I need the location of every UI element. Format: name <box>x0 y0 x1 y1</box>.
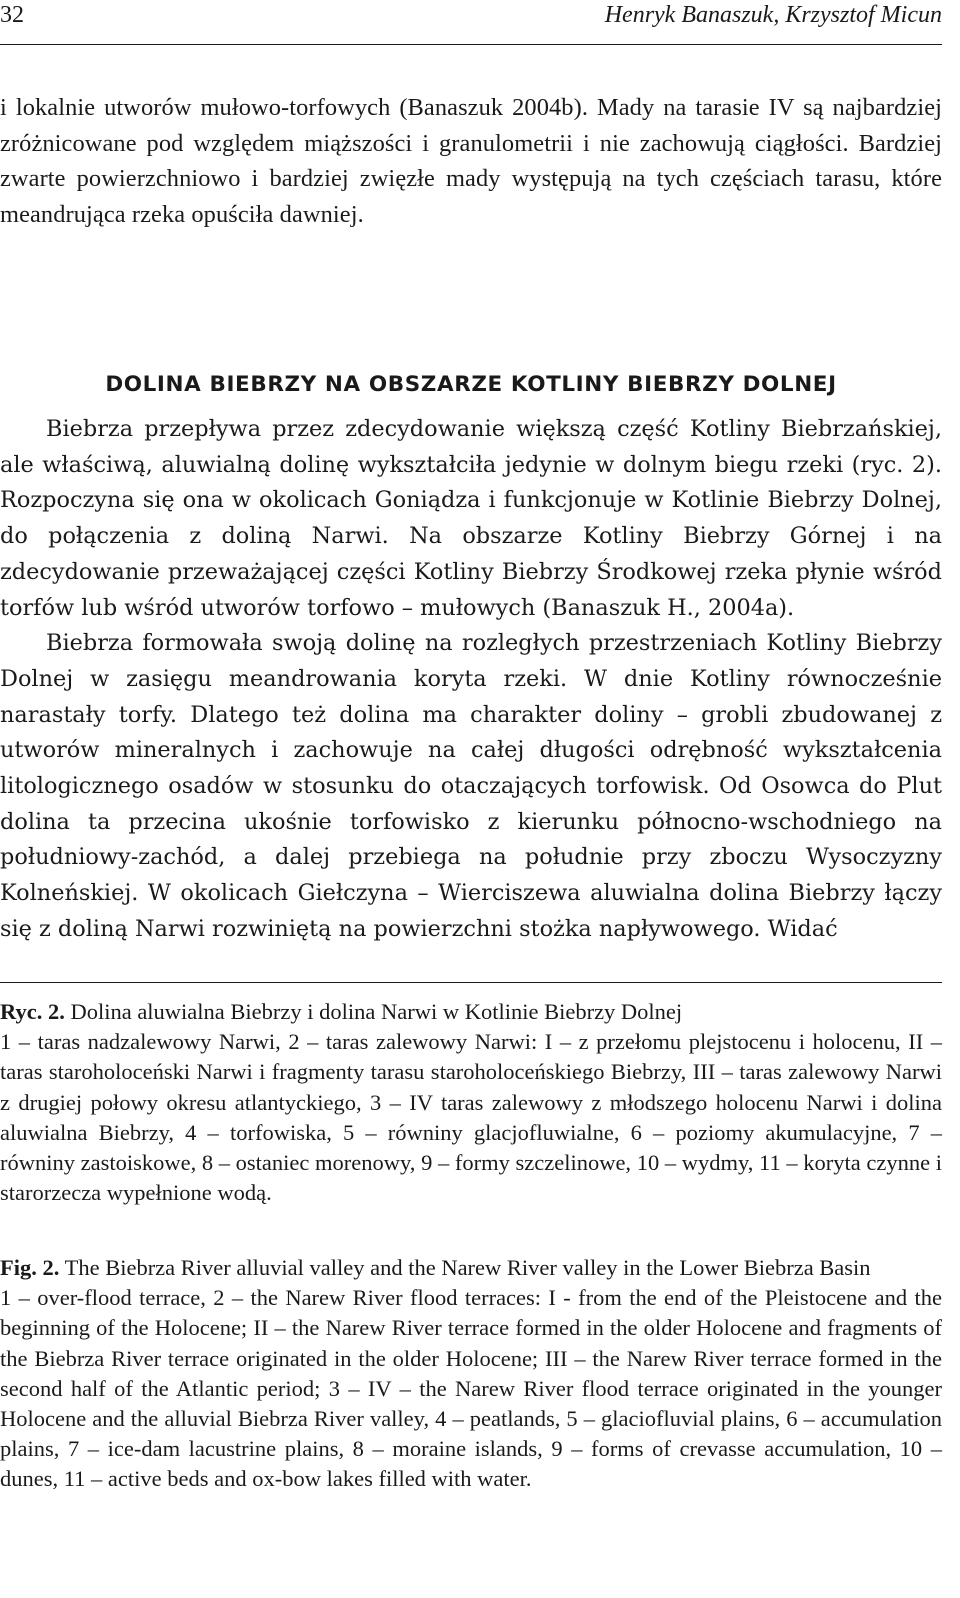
body-paragraph-continued: i lokalnie utworów mułowo-torfowych (Banaszuk 2004b). Mady na tarasie IV są najbardziej zróżnicowane pod względem miąższości i granulometrii i nie zachowują ciągłości. Bardziej zwarte powierzchniowo i bardziej zwięzłe mady występują na tych częściach tarasu, które meandrująca rzeka opuściła dawniej. <box>0 94 942 228</box>
figure-caption-polish <box>0 997 942 1208</box>
caption-rule <box>0 982 942 983</box>
body-paragraph-part-1: Biebrza przepływa przez zdecydowanie większą część Kotliny Biebrzańskiej, ale właściwą, aluwialną dolinę wykształciła jedynie w dolnym biegu rzeki (ryc. 2). Rozpoczyna się ona w okolicach Goniądza i funkcjonuje w Kotlinie Biebrzy Dolnej, do połączenia z doliną Narwi. Na obszarze Kotliny Biebrzy Górnej i na zdecydowanie przeważającej części Kotliny Biebrzy Środkowej rzeka płynie wśród torfów lub wśród utworów torfowo – mułowych (Banaszuk H., 2004a). <box>0 416 942 621</box>
header-rule <box>0 44 942 45</box>
figure-label-english: Fig. 2. <box>0 1255 60 1280</box>
running-header <box>0 0 942 46</box>
figure-legend-polish: 1 – taras nadzalewowy Narwi, 2 – taras zalewowy Narwi: I – z przełomu plejstocenu i holocenu, II – taras staroholoceński Narwi i fragmenty tarasu staroholoceńskiego Biebrzy, III – taras zalewowy Narwi z drugiej połowy okresu atlantyckiego, 3 – IV taras zalewowy z młodszego holocenu Narwi i dolina aluwialna Biebrzy, 4 – torfowiska, 5 – równiny glacjofluwialne, 6 – poziomy akumulacyjne, 7 – równiny zastoiskowe, 8 – ostaniec morenowy, 9 – formy szczelinowe, 10 – wydmy, 11 – koryta czynne i starorzecza wypełnione wodą. <box>0 1029 942 1206</box>
figure-label-polish: Ryc. 2. <box>0 999 65 1024</box>
body-paragraph <box>0 412 942 948</box>
figure-title-english: The Biebrza River alluvial valley and the Narew River valley in the Lower Biebrza Basin <box>59 1255 871 1280</box>
figure-title-polish: Dolina aluwialna Biebrzy i dolina Narwi w Kotlinie Biebrzy Dolnej <box>64 999 683 1024</box>
figure-legend-english: 1 – over-flood terrace, 2 – the Narew River flood terraces: I - from the end of the Pleistocene and the beginning of the Holocene; II – the Narew River terrace formed in the older Holocene and fragments of the Biebrza River terrace originated in the older Holocene; III – the Narew River terrace formed in the second half of the Atlantic period; 3 – IV – the Narew River flood terrace originated in the younger Holocene and the alluvial Biebrza River valley, 4 – peatlands, 5 – glaciofluvial plains, 6 – accumulation plains, 7 – ice-dam lacustrine plains, 8 – moraine islands, 9 – forms of crevasse accumulation, 10 – dunes, 11 – active beds and ox-bow lakes filled with water. <box>0 1285 942 1492</box>
body-paragraph-part-2: Biebrza formowała swoją dolinę na rozległych przestrzeniach Kotliny Biebrzy Dolnej w zasięgu meandrowania koryta rzeki. W dnie Kotliny równocześnie narastały torfy. Dlatego też dolina ma charakter doliny – grobli zbudowanej z utworów mineralnych i zachowuje na całej długości odrębność wykształcenia litologicznego osadów w stosunku do otaczających torfowisk. Od Osowca do Plut dolina ta przecina ukośnie torfowisko z kierunku północno-wschodniego na południowy-zachód, a dalej przebiega na południe przy zboczu Wysoczyzny Kolneńskiej. W okolicach Giełczyna – Wierciszewa aluwialna dolina Biebrzy łączy się z doliną Narwi rozwiniętą na powierzchni stożka napływowego. Widać <box>0 630 942 942</box>
section-heading: DOLINA BIEBRZY NA OBSZARZE KOTLINY BIEBRZY DOLNEJ <box>105 371 837 397</box>
figure-caption-english <box>0 1253 942 1495</box>
page-number: 32 <box>0 2 24 28</box>
header-authors: Henryk Banaszuk, Krzysztof Micun <box>604 2 942 28</box>
